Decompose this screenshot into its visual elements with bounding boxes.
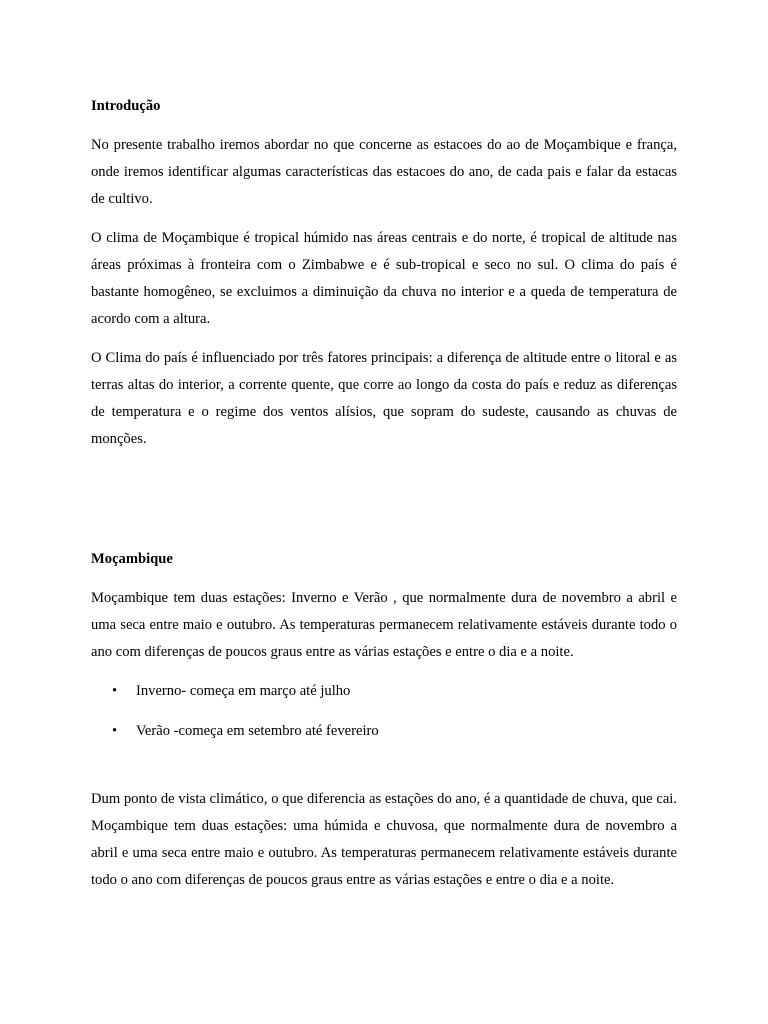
list-item <box>91 678 677 705</box>
intro-paragraph-3: O Clima do país é influenciado por três fatores principais: a diferença de altitude entre o litoral e as terras altas do interior, a corrente quente, que corre ao longo da costa do país e reduz as diferenças de temperatura e o regime dos ventos alísios, que sopram do sudeste, causando as chuvas de monções. <box>91 350 677 447</box>
intro-heading: Introdução <box>91 98 161 114</box>
seasons-list <box>91 678 677 745</box>
list-item-text: Verão -começa em setembro até fevereiro <box>136 723 379 739</box>
closing-paragraph: Dum ponto de vista climático, o que diferencia as estações do ano, é a quantidade de chuva, que cai. Moçambique tem duas estações: uma húmida e chuvosa, que normalmente dura de novembro a abril e uma seca entre maio e outubro. As temperaturas permanecem relativamente estáveis durante todo o ano com diferenças de poucos graus entre as várias estações e entre o dia e a noite. <box>91 791 677 888</box>
bullet-icon: • <box>112 683 118 699</box>
mozambique-heading: Moçambique <box>91 551 173 567</box>
document-page <box>91 93 677 894</box>
list-item <box>91 718 677 745</box>
intro-paragraph-1: No presente trabalho iremos abordar no que concerne as estacoes do ao de Moçambique e frança, onde iremos identificar algumas características das estacoes do ano, de cada pais e falar da estacas de cultivo. <box>91 137 677 207</box>
mozambique-paragraph: Moçambique tem duas estações: Inverno e Verão , que normalmente dura de novembro a abril e uma seca entre maio e outubro. As temperaturas permanecem relativamente estáveis durante todo o ano com diferenças de poucos graus entre as várias estações e entre o dia e a noite. <box>91 590 677 660</box>
bullet-icon: • <box>112 723 118 739</box>
intro-paragraph-2: O clima de Moçambique é tropical húmido nas áreas centrais e do norte, é tropical de altitude nas áreas próximas à fronteira com o Zimbabwe e é sub-tropical e seco no sul. O clima do país é bastante homogêneo, se excluimos a diminuição da chuva no interior e a queda de temperatura de acordo com a altura. <box>91 230 677 327</box>
list-item-text: Inverno- começa em março até julho <box>136 683 351 699</box>
